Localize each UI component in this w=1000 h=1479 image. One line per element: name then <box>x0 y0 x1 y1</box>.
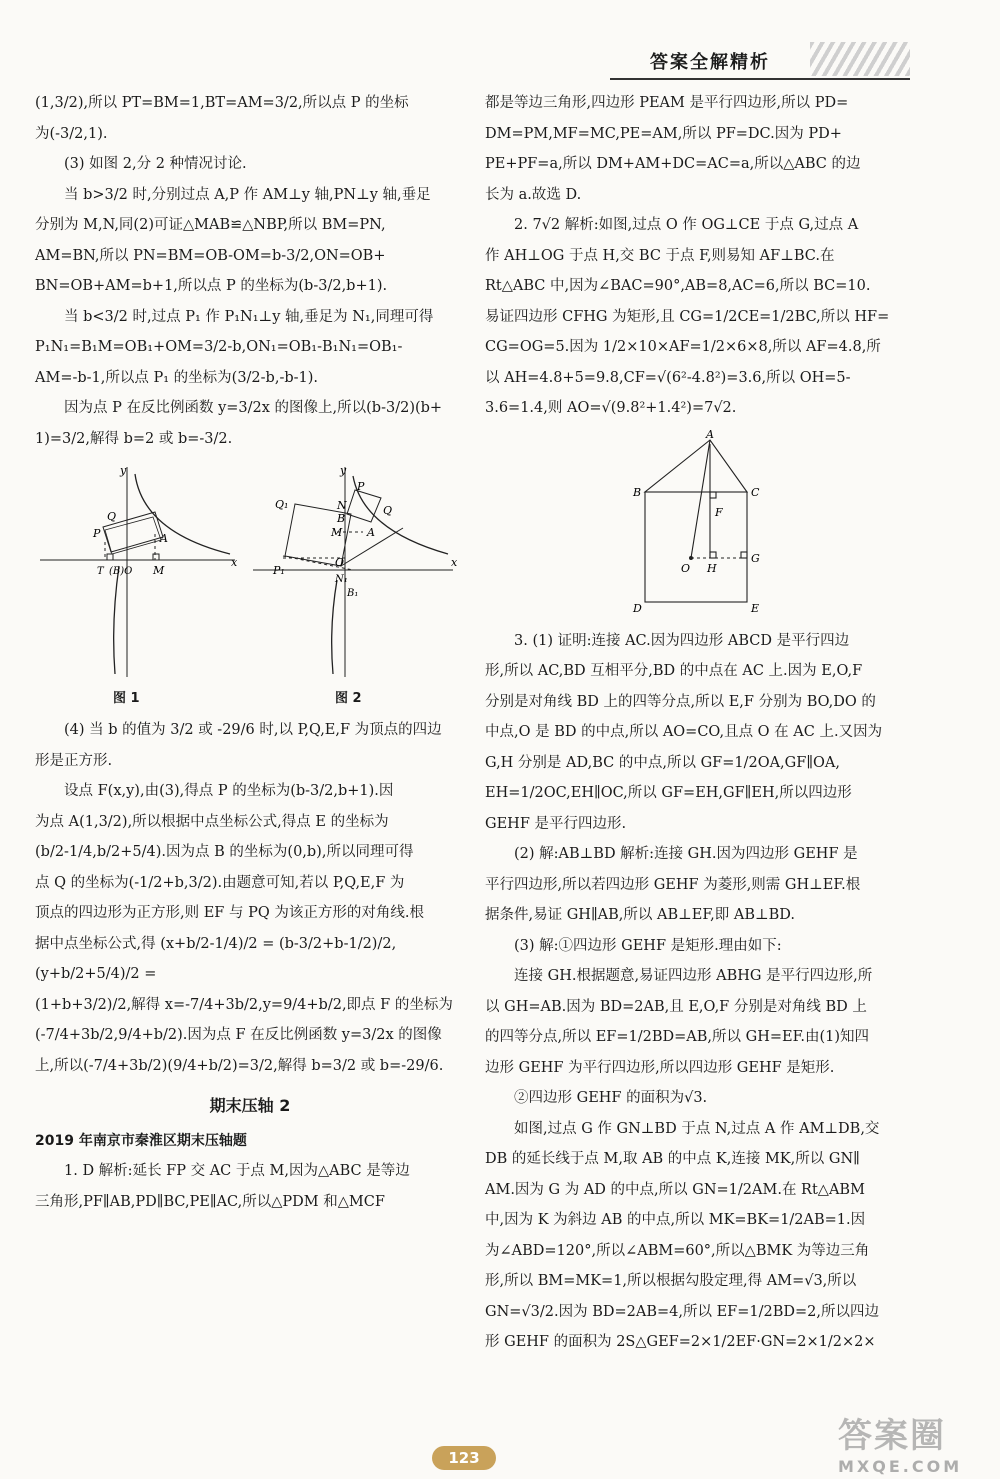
text-line: AM=-b-1,所以点 P₁ 的坐标为(3/2-b,-b-1). <box>35 369 319 386</box>
text-line: P₁N₁=B₁M=OB₁+OM=3/2-b,ON₁=OB₁-B₁N₁=OB₁- <box>35 339 403 355</box>
fig2-label: B <box>337 512 346 525</box>
fig3-label: A <box>706 429 714 441</box>
text-line: 以 GH=AB.因为 BD=2AB,且 E,O,F 分别是对角线 BD 上 <box>485 998 867 1015</box>
text-line: PE+PF=a,所以 DM+AM+DC=AC=a,所以△ABC 的边 <box>485 156 861 172</box>
fig2-label: M <box>331 526 343 539</box>
text-line: GN=√3/2.因为 BD=2AB=4,所以 EF=1/2BD=2,所以四边 <box>485 1303 879 1320</box>
fig1-label: y <box>120 464 127 477</box>
text-line: AM.因为 G 为 AD 的中点,所以 GN=1/2AM.在 Rt△ABM <box>485 1181 865 1198</box>
text-line: (3) 解:①四边形 GEHF 是矩形.理由如下: <box>514 937 782 954</box>
text-line: 3.6=1.4,则 AO=√(9.8²+1.4²)=7√2. <box>485 400 737 416</box>
fig2-label: A <box>367 526 375 539</box>
fig3-label: G <box>751 551 760 565</box>
text-line: 当 b<3/2 时,过点 P₁ 作 P₁N₁⊥y 轴,垂足为 N₁,同理可得 <box>64 308 434 325</box>
left-column <box>35 88 465 1217</box>
text-line: ②四边形 GEHF 的面积为√3. <box>514 1090 708 1106</box>
figure-2-caption: 图 2 <box>335 691 362 706</box>
text-line: (1,3/2),所以 PT=BM=1,BT=AM=3/2,所以点 P 的坐标 <box>35 95 409 111</box>
text-line: 以 AH=4.8+5=9.8,CF=√(6²-4.8²)=3.6,所以 OH=5- <box>485 369 851 386</box>
fig1-label: P <box>93 527 101 540</box>
text-line: 据中点坐标公式,得 (x+b/2-1/4)/2 = (b-3/2+b-1/2)/2, (y+b/2+5/4)/2 = <box>35 935 397 982</box>
text-line: 1. D 解析:延长 FP 交 AC 于点 M,因为△ABC 是等边 <box>64 1163 410 1179</box>
text-line: GEHF 是平行四边形. <box>485 815 627 832</box>
fig1-label: T <box>97 566 104 577</box>
text-line: 形是正方形. <box>35 752 113 769</box>
text-line: 2. 7√2 解析:如图,过点 O 作 OG⊥CE 于点 G,过点 A <box>514 217 859 233</box>
fig3-label: C <box>751 485 760 499</box>
right-column <box>485 88 910 1358</box>
text-line: (-7/4+3b/2,9/4+b/2).因为点 F 在反比例函数 y=3/2x 的图像 <box>35 1027 442 1043</box>
text-line: 顶点的四边形为正方形,则 EF 与 PQ 为该正方形的对角线.根 <box>35 905 424 921</box>
text-line: 分别是对角线 BD 上的四等分点,所以 E,F 分别为 BO,DO 的 <box>485 693 876 710</box>
figure-1-caption: 图 1 <box>113 691 140 706</box>
text-line: 边形 GEHF 为平行四边形,所以四边形 GEHF 是矩形. <box>485 1059 835 1076</box>
fig3-label: D <box>633 601 642 615</box>
text-line: 因为点 P 在反比例函数 y=3/2x 的图像上,所以(b-3/2)(b+ <box>64 400 443 416</box>
text-line: DB 的延长线于点 M,取 AB 的中点 K,连接 MK,所以 GN∥ <box>485 1151 860 1167</box>
text-line: (2) 解:AB⊥BD 解析:连接 GH.因为四边形 GEHF 是 <box>514 846 858 862</box>
sub-title: 2019 年南京市秦淮区期末压轴题 <box>35 1132 247 1149</box>
text-line: 设点 F(x,y),由(3),得点 P 的坐标为(b-3/2,b+1).因 <box>64 783 394 799</box>
fig3-label: O <box>681 561 691 575</box>
fig2-label: P <box>357 480 365 493</box>
text-line: (4) 当 b 的值为 3/2 或 -29/6 时,以 P,Q,E,F 为顶点的四边 <box>64 722 442 738</box>
text-line: (1+b+3/2)/2,解得 x=-7/4+3b/2,y=9/4+b/2,即点 F 的坐标为 <box>35 996 453 1013</box>
text-line: G,H 分别是 AD,BC 的中点,所以 GF=1/2OA,GF∥OA, <box>485 754 840 771</box>
text-line: (3) 如图 2,分 2 种情况讨论. <box>64 156 247 172</box>
text-line: DM=PM,MF=MC,PE=AM,所以 PF=DC.因为 PD+ <box>485 125 842 142</box>
text-line: EH=1/2OC,EH∥OC,所以 GF=EH,GF∥EH,所以四边形 <box>485 785 852 801</box>
figures-1-2 <box>35 462 465 707</box>
point-o <box>689 556 693 560</box>
watermark-big: 答案圈 <box>838 1416 946 1456</box>
figure-1 <box>35 462 465 682</box>
text-line: 为∠ABD=120°,所以∠ABM=60°,所以△BMK 为等边三角 <box>485 1242 870 1259</box>
fig2-label: Q <box>383 504 393 517</box>
text-line: (b/2-1/4,b/2+5/4).因为点 B 的坐标为(0,b),所以同理可得 <box>35 844 414 860</box>
watermark-small: MXQE.COM <box>838 1457 963 1476</box>
header-stripes <box>810 42 910 76</box>
fig2-label: y <box>340 464 347 477</box>
text-line: 形 GEHF 的面积为 2S△GEF=2×1/2EF·GN=2×1/2×2× <box>485 1334 876 1350</box>
header-rule <box>610 78 910 80</box>
text-line: 连接 GH.根据题意,易证四边形 ABHG 是平行四边形,所 <box>514 968 873 984</box>
fig1-label: M <box>153 564 165 577</box>
text-line: 形,所以 BM=MK=1,所以根据勾股定理,得 AM=√3,所以 <box>485 1273 857 1289</box>
text-line: 长为 a.故选 D. <box>485 186 582 203</box>
watermark-logo <box>838 1408 988 1476</box>
text-line: 据条件,易证 GH∥AB,所以 AB⊥EF,即 AB⊥BD. <box>485 907 795 923</box>
text-line: 作 AH⊥OG 于点 H,交 BC 于点 F,则易知 AF⊥BC.在 <box>485 247 835 264</box>
fig2-label: N <box>337 499 347 512</box>
text-line: 点 Q 的坐标为(-1/2+b,3/2).由题意可知,若以 P,Q,E,F 为 <box>35 874 405 891</box>
fig2-label: P₁ <box>273 564 285 577</box>
text-line: 1)=3/2,解得 b=2 或 b=-3/2. <box>35 430 233 447</box>
text-line: 平行四边形,所以若四边形 GEHF 为菱形,则需 GH⊥EF.根 <box>485 876 861 893</box>
fig1-label: Q <box>107 510 117 523</box>
fig1-label: A <box>160 532 168 545</box>
header-title: 答案全解精析 <box>650 52 770 73</box>
fig2-label: Q₁ <box>275 498 289 511</box>
text-line: AM=BN,所以 PN=BM=OB-OM=b-3/2,ON=OB+ <box>35 247 386 264</box>
text-line: 如图,过点 G 作 GN⊥BD 于点 N,过点 A 作 AM⊥DB,交 <box>514 1120 880 1137</box>
text-line: 上,所以(-7/4+3b/2)(9/4+b/2)=3/2,解得 b=3/2 或 b=-29/6. <box>35 1057 444 1074</box>
text-line: 都是等边三角形,四边形 PEAM 是平行四边形,所以 PD= <box>485 95 849 111</box>
fig2-label: x <box>451 556 458 569</box>
fig3-label: F <box>715 505 723 519</box>
text-line: 三角形,PF∥AB,PD∥BC,PE∥AC,所以△PDM 和△MCF <box>35 1193 385 1210</box>
fig1-label: x <box>231 556 238 569</box>
text-line: CG=OG=5.因为 1/2×10×AF=1/2×6×8,所以 AF=4.8,所 <box>485 339 881 355</box>
text-line: Rt△ABC 中,因为∠BAC=90°,AB=8,AC=6,所以 BC=10. <box>485 278 871 294</box>
page-header <box>610 40 910 80</box>
page-number: 123 <box>432 1446 496 1470</box>
fig3-label: B <box>633 485 642 499</box>
text-line: 分别为 M,N,同(2)可证△MAB≌△NBP,所以 BM=PN, <box>35 217 386 233</box>
text-line: 易证四边形 CFHG 为矩形,且 CG=1/2CE=1/2BC,所以 HF= <box>485 308 890 325</box>
text-line: 中点,O 是 BD 的中点,所以 AO=CO,且点 O 在 AC 上.又因为 <box>485 724 883 740</box>
text-line: 当 b>3/2 时,分别过点 A,P 作 AM⊥y 轴,PN⊥y 轴,垂足 <box>64 186 431 203</box>
text-line: 3. (1) 证明:连接 AC.因为四边形 ABCD 是平行四边 <box>514 632 850 649</box>
text-line: 的四等分点,所以 EF=1/2BD=AB,所以 GH=EF.由(1)知四 <box>485 1029 870 1045</box>
fig2-label: N₁ <box>335 574 348 585</box>
section-title: 期末压轴 2 <box>209 1096 291 1115</box>
text-line: 形,所以 AC,BD 互相平分,BD 的中点在 AC 上.因为 E,O,F <box>485 663 863 679</box>
figure-3-svg <box>485 430 910 620</box>
text-line: 为点 A(1,3/2),所以根据中点坐标公式,得点 E 的坐标为 <box>35 813 389 830</box>
fig3-label: H <box>707 561 717 575</box>
fig2-label: B₁ <box>347 588 359 599</box>
fig1-label: (B)O <box>109 566 133 577</box>
figure-3 <box>485 430 910 620</box>
fig3-label: E <box>751 601 760 615</box>
text-line: 中,因为 K 为斜边 AB 的中点,所以 MK=BK=1/2AB=1.因 <box>485 1212 866 1228</box>
text-line: 为(-3/2,1). <box>35 125 108 142</box>
fig2-label: O <box>335 556 345 569</box>
text-line: BN=OB+AM=b+1,所以点 P 的坐标为(b-3/2,b+1). <box>35 278 388 294</box>
